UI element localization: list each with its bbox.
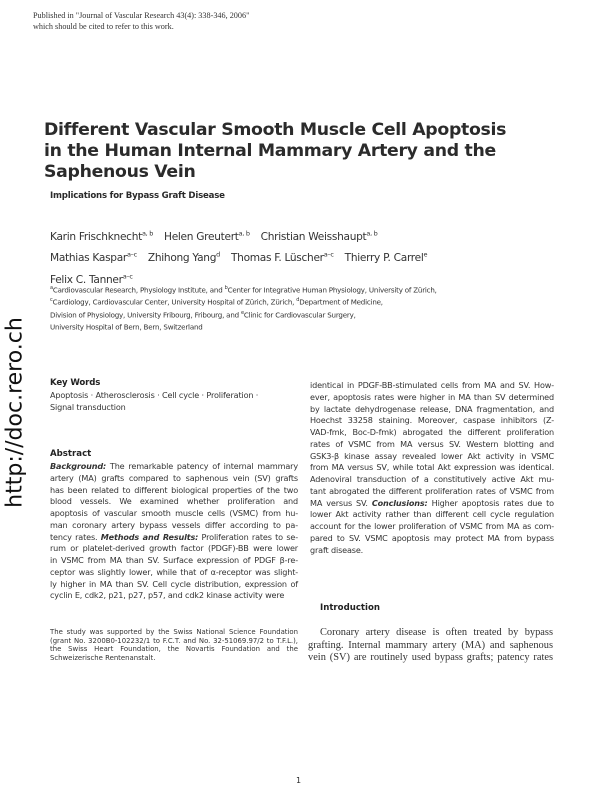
abstract-line: GSK3-β kinase assay revealed lower Akt activity in VSMC [310, 450, 554, 461]
introduction-line: grafting. Internal mammary artery (MA) and saphenous [308, 639, 553, 651]
abstract-line: identical in PDGF-BB-stimulated cells from MA and SV. How- [310, 380, 554, 390]
keywords-heading: Key Words [50, 378, 101, 388]
author [164, 231, 250, 243]
author-name: Christian Weisshaupt [260, 230, 367, 243]
affiliation-mark: b [224, 285, 228, 291]
author [50, 231, 153, 243]
abstract-line: VAD-fmk, Boc-D-fmk) abrogated the different proliferation [310, 427, 554, 437]
author-row [50, 224, 438, 246]
keywords-section [50, 378, 300, 413]
affiliation-line [50, 308, 437, 320]
abstract-line: pared to SV. VSMC apoptosis may protect MA from bypass [310, 532, 554, 543]
text-run: The remarkable patency of internal mammary [106, 461, 298, 471]
abstract-line: by lactate dehydrogenase release, DNA fragmentation, and [310, 403, 554, 414]
abstract-line [50, 461, 298, 473]
abstract-line: man coronary artery bypass vessels differ according to pa- [50, 519, 298, 530]
abstract-line: rum or platelet-derived growth factor (PDGF)-BB were lower [50, 543, 298, 554]
keywords-line: Signal transduction [50, 401, 126, 412]
section-label: Conclusions: [371, 497, 428, 508]
section-label: Methods and Results: [100, 531, 199, 542]
text-run: tency rates. [50, 531, 101, 542]
abstract-right-column [310, 380, 554, 556]
author [50, 252, 137, 264]
abstract-line: apoptosis of vascular smooth muscle cells (VSMC) from hu- [50, 508, 298, 518]
author [231, 252, 334, 264]
author-affiliation-mark: d [216, 250, 220, 259]
author-name: Thierry P. Carrel [344, 252, 424, 265]
repository-watermark[interactable]: http://doc.rero.ch [2, 317, 28, 508]
affiliations [50, 283, 437, 332]
abstract-line: Hoechst 33258 staining. Moreover, caspase inhibitors (Z- [310, 415, 554, 426]
abstract-line: ceptor was slightly lower, while that of α-receptor was slight- [50, 566, 298, 577]
title-line: in the Human Internal Mammary Artery and the [44, 141, 496, 161]
author-name: Mathias Kaspar [50, 252, 127, 265]
author-name: Zhihong Yang [147, 252, 217, 265]
affiliation-mark: a [50, 285, 53, 291]
citation-line: which should be cited to refer to this work. [33, 22, 174, 31]
author-affiliation-mark: a–c [122, 272, 133, 281]
text-run: MA versus SV. [310, 497, 372, 508]
introduction-line: Coronary artery disease is often treated by bypass [320, 627, 553, 638]
title-line: Saphenous Vein [44, 162, 196, 182]
keywords-line: Apoptosis · Atherosclerosis · Cell cycle · Proliferation · [50, 389, 259, 400]
abstract-line: ever, apoptosis rates were higher in MA than SV determined [310, 391, 554, 402]
text-run: Higher apoptosis rates due to [427, 497, 554, 508]
abstract-left-column [50, 461, 298, 602]
footnote-line: the Swiss Heart Foundation, the Novartis Foundation and the [50, 645, 298, 654]
abstract-line: ly higher in MA than SV. Cell cycle distribution, expression of [50, 578, 298, 589]
abstract-line: in VSMC from MA than SV. Surface expression of PDGF β-re- [50, 555, 298, 565]
affiliation-text: Division of Physiology, University Fribourg, Fribourg, and [50, 310, 241, 320]
text-run: Proliferation rates to se- [198, 531, 298, 542]
footnote-line: Schweizerische Rentenanstalt. [50, 653, 156, 662]
abstract-line: from MA versus SV, while total Akt expression was identical. [310, 462, 554, 473]
author-affiliation-mark: e [423, 250, 428, 259]
affiliation-text: Department of Medicine, [299, 297, 383, 307]
affiliation-text: University Hospital of Bern, Bern, Switzerland [50, 322, 203, 332]
author-row [50, 246, 438, 268]
affiliation-text: Center for Integrative Human Physiology, University of Zürich, [227, 285, 437, 295]
affiliation-mark: d [296, 297, 300, 304]
affiliation-text: Cardiovascular Research, Physiology Institute, and [52, 285, 225, 295]
author-affiliation-mark: a–c [126, 250, 137, 259]
affiliation-line [50, 295, 437, 307]
abstract-line [310, 498, 554, 510]
abstract-line: account for the lower proliferation of VSMC from MA as com- [310, 521, 554, 531]
footnote-line: (grant No. 3200B0-102232/1 to F.C.T. and No. 32-51069.97/2 to T.F.L.), [50, 636, 298, 645]
abstract-line: blood vessels. We examined whether proliferation and [50, 496, 298, 507]
author-name: Thomas F. Lüscher [230, 252, 324, 265]
affiliation-text: Cardiology, Cardiovascular Center, University Hospital of Zürich, Zürich, [52, 297, 297, 307]
author [345, 252, 428, 264]
abstract-line: cyclin E, cdk2, p21, p27, p57, and cdk2 kinase activity were [50, 590, 285, 601]
footnote-line: The study was supported by the Swiss National Science Foundation [50, 628, 298, 636]
author-affiliation-mark: a, b [366, 229, 378, 237]
author-list [50, 224, 438, 289]
abstract-line: artery (MA) grafts compared to saphenous vein (SV) grafts [50, 472, 298, 483]
author-name: Felix C. Tanner [50, 273, 123, 286]
introduction-text [308, 627, 553, 665]
abstract-line: graft disease. [310, 544, 364, 555]
affiliation-mark: e [240, 309, 244, 316]
affiliation-mark: c [50, 297, 53, 304]
abstract-heading: Abstract [50, 449, 92, 459]
title-line: Different Vascular Smooth Muscle Cell Apoptosis [44, 120, 507, 140]
abstract-line: Adenoviral transduction of a constitutively active Akt mu- [310, 474, 554, 484]
citation-line: Published in "Journal of Vascular Research 43(4): 338-346, 2006" [33, 11, 250, 20]
introduction-line: vein (SV) are routinely used bypass grafts; patency rates [308, 652, 553, 664]
abstract-line [50, 532, 298, 544]
affiliation-text: Clinic for Cardiovascular Surgery, [243, 310, 356, 320]
abstract-line: lower Akt activity rather than different cell cycle regulation [310, 509, 554, 520]
paper-subtitle: Implications for Bypass Graft Disease [50, 191, 225, 201]
citation-header [33, 10, 249, 32]
affiliation-line [50, 283, 437, 295]
page-number: 1 [296, 776, 302, 785]
author-affiliation-mark: a, b [141, 229, 154, 237]
funding-footnote [50, 628, 298, 662]
abstract-line: has been related to different biological properties of the two [50, 484, 298, 495]
affiliation-line [50, 320, 437, 332]
author [148, 252, 220, 264]
abstract-line: rates of VSMC from MA versus SV. Western blotting and [310, 438, 554, 449]
author-affiliation-mark: a, b [238, 229, 250, 237]
author-name: Karin Frischknecht [50, 230, 142, 243]
paper-title [44, 120, 506, 183]
author [261, 231, 378, 243]
section-label: Background: [50, 461, 107, 471]
introduction-heading: Introduction [320, 603, 381, 613]
author-affiliation-mark: a–c [323, 250, 334, 259]
abstract-line: tant abrogated the different proliferation rates of VSMC from [310, 485, 554, 496]
author-name: Helen Greutert [164, 230, 239, 243]
